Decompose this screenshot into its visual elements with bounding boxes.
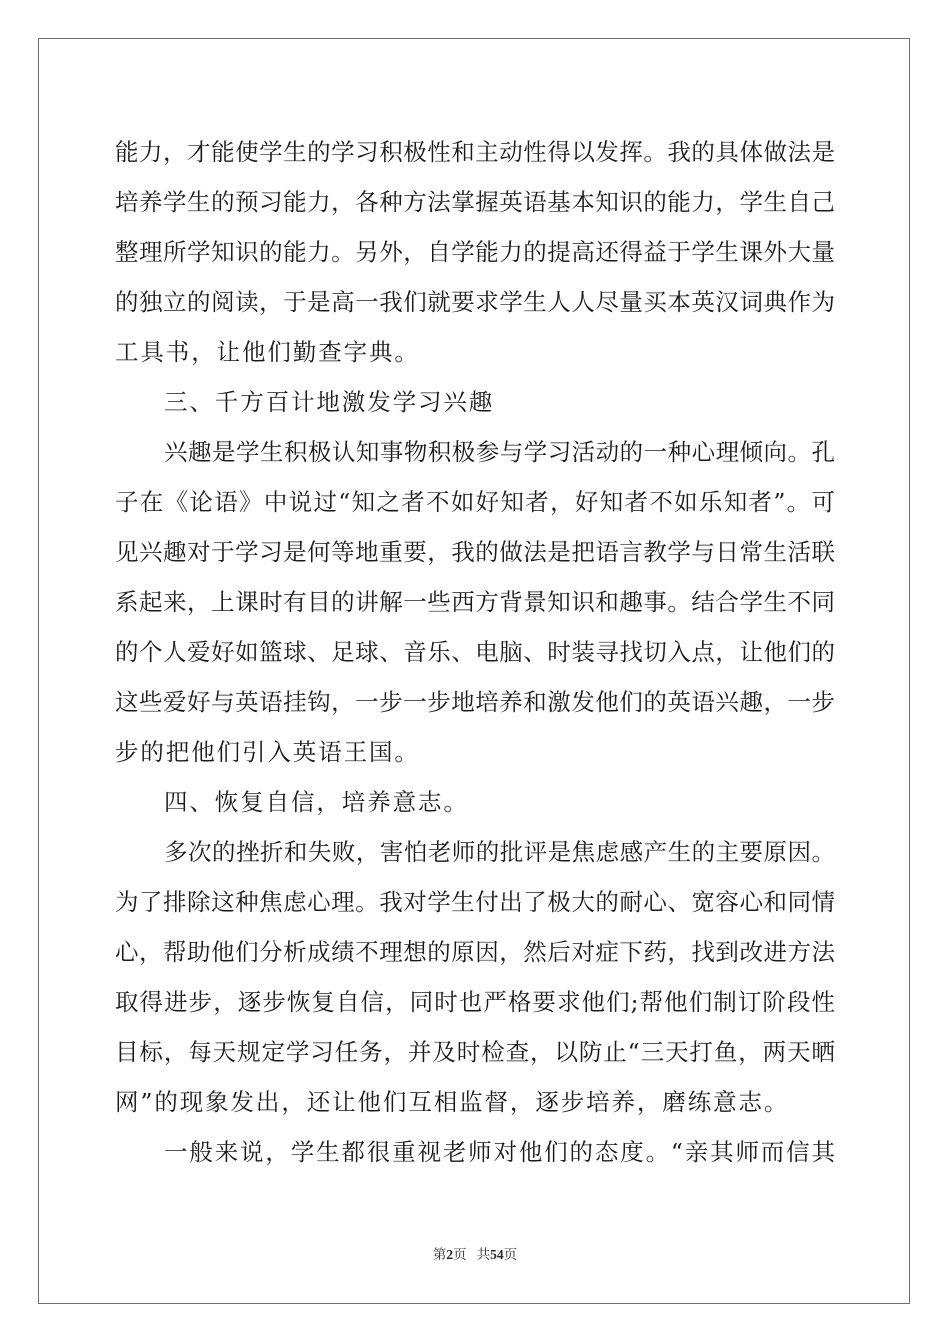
text-line: 一般来说，学生都很重视老师对他们的态度。“亲其师而信其 [164, 1138, 835, 1166]
text-line: 步的把他们引入英语王国。 [115, 738, 420, 766]
text-line: 取得进步，逐步恢复自信，同时也严格要求他们;帮他们制订阶段性 [115, 988, 835, 1016]
page-suffix: 页 [453, 1247, 467, 1263]
text-line: 见兴趣对于学习是何等地重要，我的做法是把语言教学与日常生活联 [115, 538, 835, 566]
text-line: 整理所学知识的能力。另外，自学能力的提高还得益于学生课外大量 [115, 238, 835, 266]
text-line: 兴趣是学生积极认知事物积极参与学习活动的一种心理倾向。孔 [164, 438, 835, 466]
page-footer [0, 1243, 950, 1263]
total-suffix: 页 [503, 1247, 518, 1263]
total-pages: 54 [490, 1247, 504, 1262]
text-line: 子在《论语》中说过“知之者不如好知者，好知者不如乐知者”。可 [115, 488, 835, 516]
page-number: 2 [446, 1247, 454, 1262]
text-line: 的个人爱好如篮球、足球、音乐、电脑、时装寻找切入点，让他们的 [115, 638, 835, 666]
text-line: 培养学生的预习能力，各种方法掌握英语基本知识的能力，学生自己 [115, 188, 835, 216]
total-prefix: 共 [476, 1247, 491, 1263]
text-line: 为了排除这种焦虑心理。我对学生付出了极大的耐心、宽容心和同情 [115, 888, 835, 916]
page-prefix: 第 [432, 1247, 447, 1263]
text-line: 系起来，上课时有目的讲解一些西方背景知识和趣事。结合学生不同 [115, 588, 835, 616]
text-line: 网”的现象发出，还让他们互相监督，逐步培养，磨练意志。 [115, 1088, 790, 1116]
text-line: 心，帮助他们分析成绩不理想的原因，然后对症下药，找到改进方法 [115, 938, 835, 966]
section-heading: 三、千方百计地激发学习兴趣 [164, 388, 495, 416]
text-line: 这些爱好与英语挂钩，一步一步地培养和激发他们的英语兴趣，一步 [115, 688, 835, 716]
text-line: 多次的挫折和失败，害怕老师的批评是焦虑感产生的主要原因。 [164, 838, 835, 866]
section-heading: 四、恢复自信，培养意志。 [164, 788, 469, 816]
text-line: 工具书，让他们勤查字典。 [115, 338, 420, 366]
text-line: 目标，每天规定学习任务，并及时检查，以防止“三天打鱼，两天晒 [115, 1038, 835, 1066]
text-line: 的独立的阅读，于是高一我们就要求学生人人尽量买本英汉词典作为 [115, 288, 835, 316]
text-line: 能力，才能使学生的学习积极性和主动性得以发挥。我的具体做法是 [115, 138, 835, 166]
